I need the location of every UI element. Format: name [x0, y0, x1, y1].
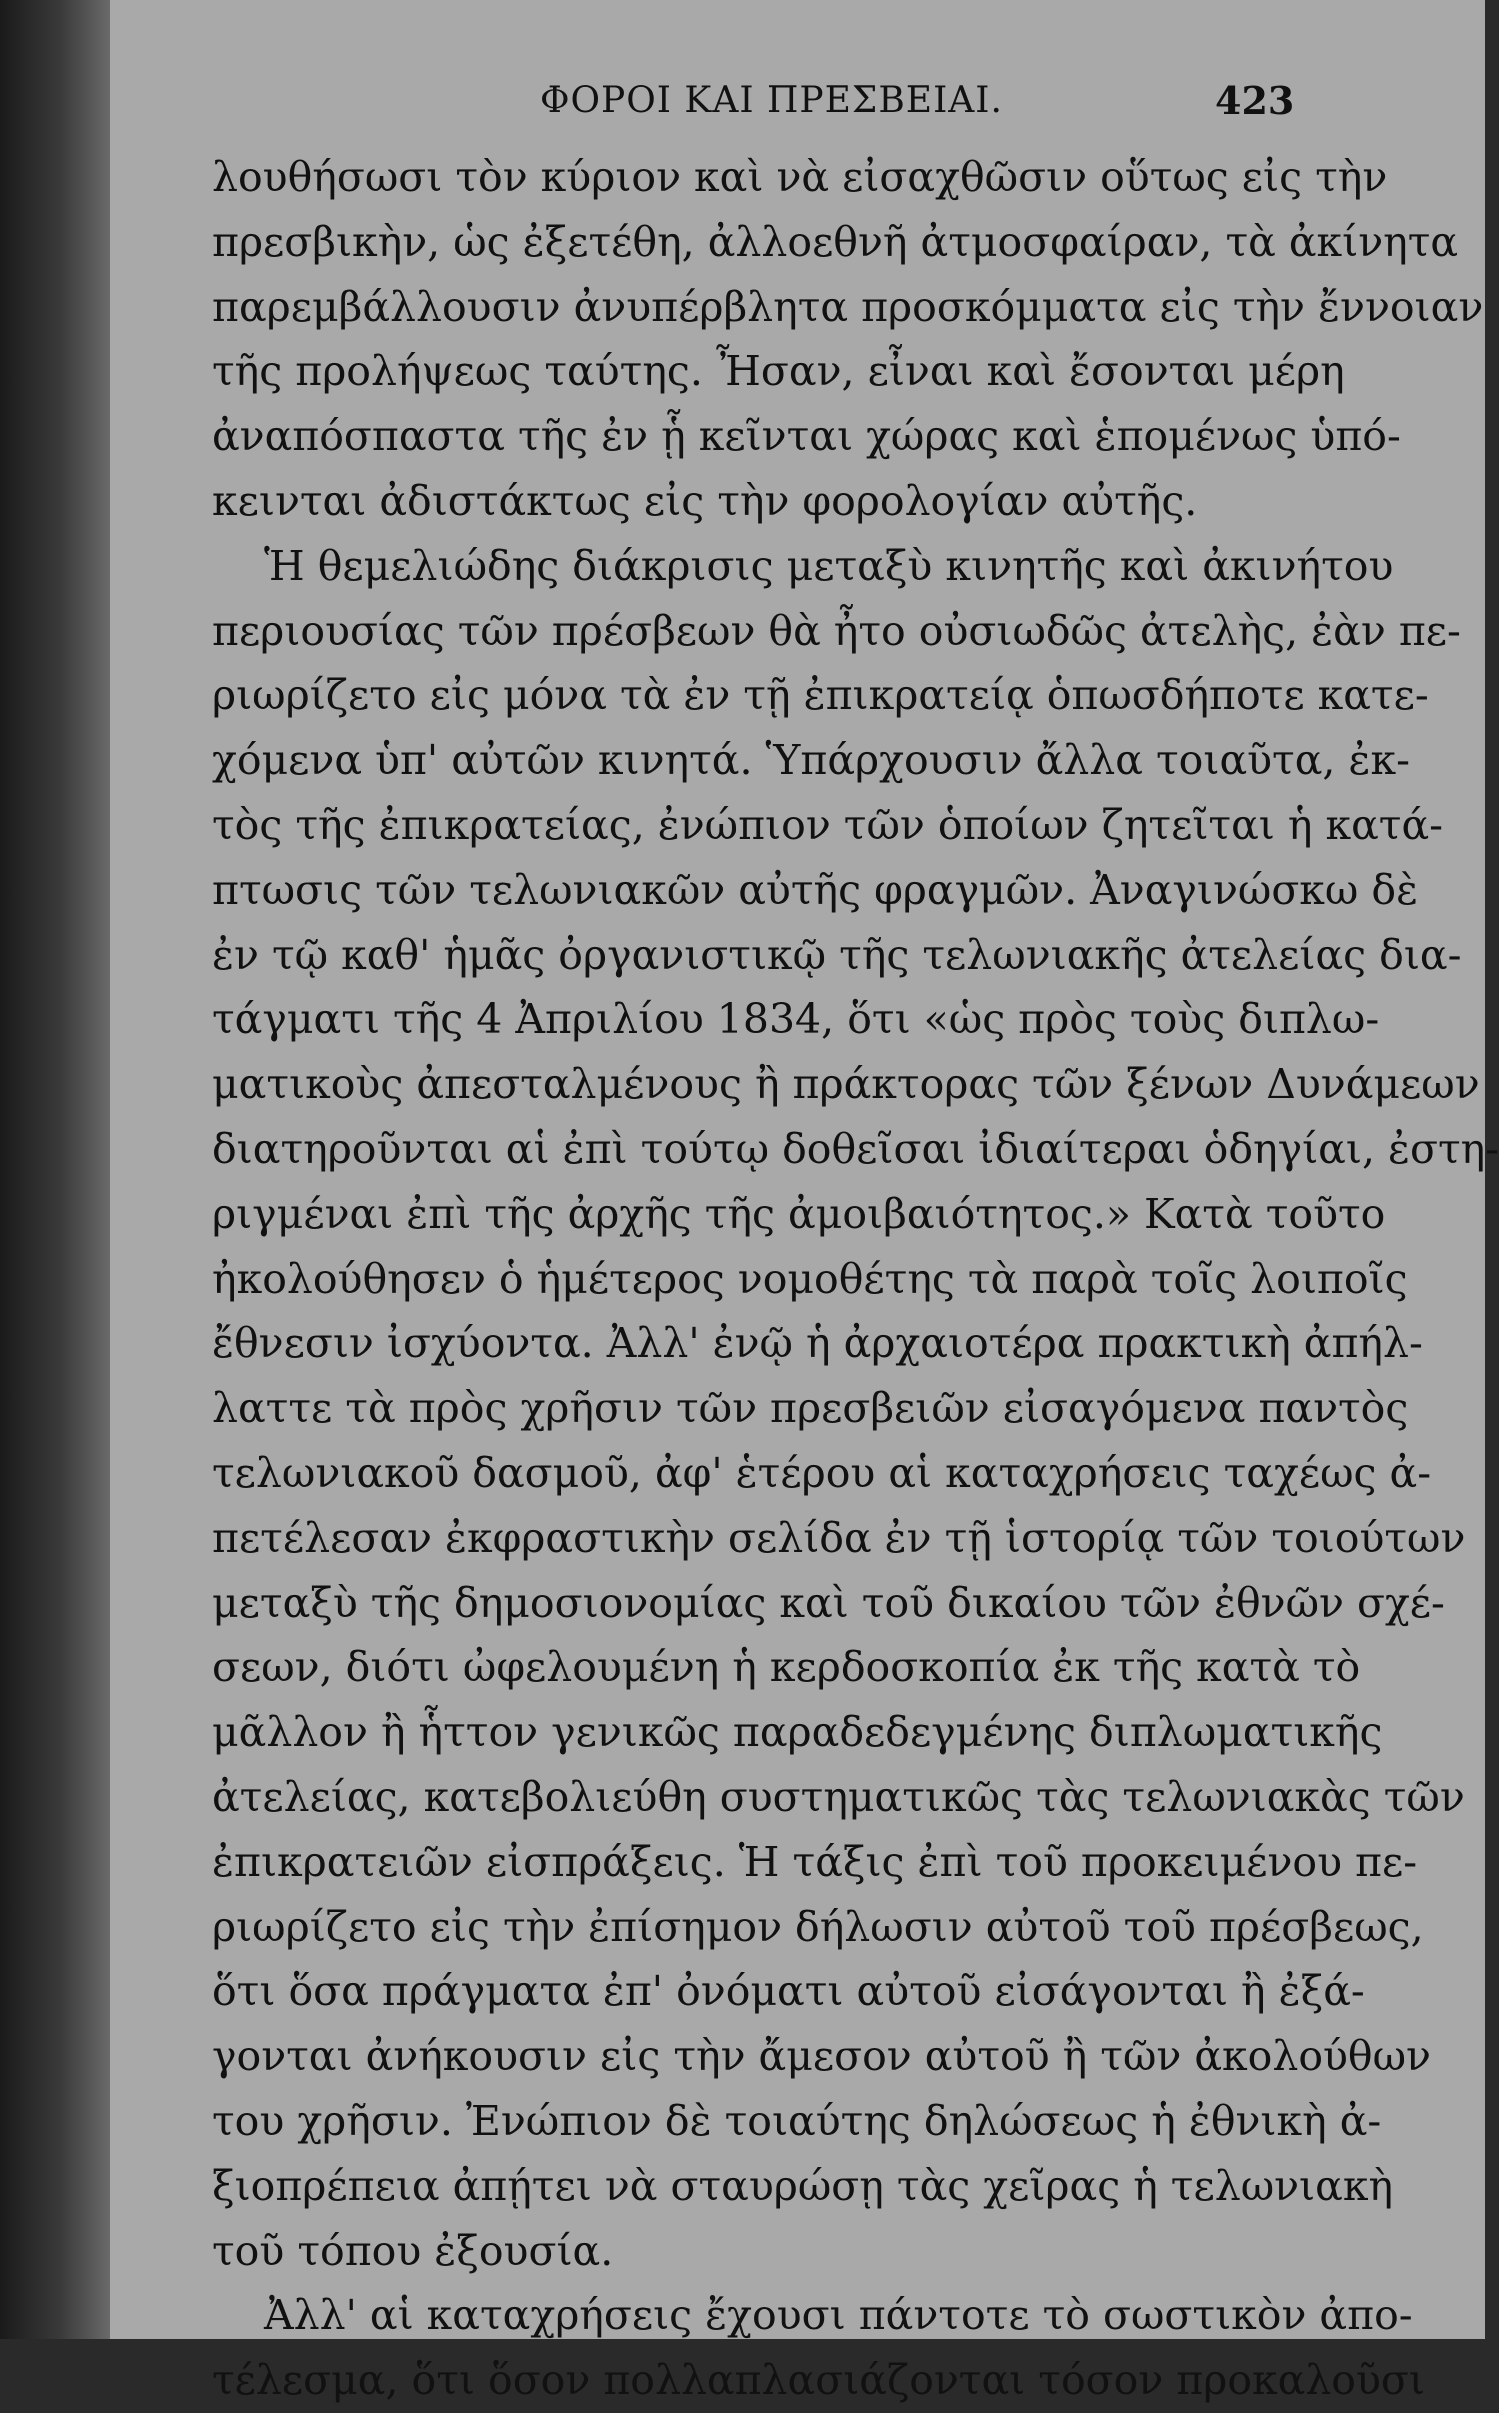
text-line: ματικοὺς ἀπεσταλμένους ἢ πράκτορας τῶν ξένων Δυνάμεων: [212, 1060, 1480, 1109]
paragraph-start-line: Ἡ θεμελιώδης διάκρισις μεταξὺ κινητῆς καὶ ἀκινήτου: [264, 541, 1394, 590]
text-line: γονται ἀνήκουσιν εἰς τὴν ἄμεσον αὐτοῦ ἢ τῶν ἀκολούθων: [212, 2032, 1431, 2081]
body-text: [212, 145, 1499, 2413]
page-number: 423: [1215, 78, 1295, 123]
text-line: τέλεσμα, ὅτι ὅσον πολλαπλασιάζονται τόσον προκαλοῦσι: [212, 2356, 1425, 2405]
text-line: περιουσίας τῶν πρέσβεων θὰ ἦτο οὐσιωδῶς ἀτελὴς, ἐὰν πε-: [212, 606, 1461, 655]
text-line: ἀναπόσπαστα τῆς ἐν ᾗ κεῖνται χώρας καὶ ἑπομένως ὑπό-: [212, 412, 1401, 461]
text-line: τοῦ τόπου ἐξουσία.: [212, 2226, 614, 2275]
page-header: [110, 70, 1485, 140]
text-line: ὅτι ὅσα πράγματα ἐπ' ὀνόματι αὐτοῦ εἰσάγονται ἢ ἐξά-: [212, 1967, 1365, 2016]
running-title: ΦΟΡΟΙ ΚΑΙ ΠΡΕΣΒΕΙΑΙ.: [540, 80, 1003, 121]
text-line: πτωσις τῶν τελωνιακῶν αὐτῆς φραγμῶν. Ἀναγινώσκω δὲ: [212, 865, 1419, 914]
text-line: ριωρίζετο εἰς τὴν ἐπίσημον δήλωσιν αὐτοῦ τοῦ πρέσβεως,: [212, 1902, 1424, 1951]
text-line: διατηροῦνται αἱ ἐπὶ τούτῳ δοθεῖσαι ἰδιαίτεραι ὁδηγίαι, ἐστη-: [212, 1124, 1499, 1173]
text-line: ἐπικρατειῶν εἰσπράξεις. Ἡ τάξις ἐπὶ τοῦ προκειμένου πε-: [212, 1837, 1418, 1886]
text-line: χόμενα ὑπ' αὐτῶν κινητά. Ὑπάρχουσιν ἄλλα τοιαῦτα, ἐκ-: [212, 736, 1410, 785]
text-line: ἔθνεσιν ἰσχύοντα. Ἀλλ' ἐνῷ ἡ ἀρχαιοτέρα πρακτικὴ ἀπήλ-: [212, 1319, 1423, 1368]
text-line: ἀτελείας, κατεβολιεύθη συστηματικῶς τὰς τελωνιακὰς τῶν: [212, 1772, 1465, 1821]
text-line: πρεσβικὴν, ὡς ἐξετέθη, ἀλλοεθνῆ ἀτμοσφαίραν, τὰ ἀκίνητα: [212, 217, 1459, 266]
text-line: μᾶλλον ἢ ἧττον γενικῶς παραδεδεγμένης διπλωματικῆς: [212, 1708, 1383, 1757]
text-line: παρεμβάλλουσιν ἀνυπέρβλητα προσκόμματα εἰς τὴν ἔννοιαν: [212, 282, 1484, 331]
text-line: μεταξὺ τῆς δημοσιονομίας καὶ τοῦ δικαίου τῶν ἐθνῶν σχέ-: [212, 1578, 1445, 1627]
text-line: του χρῆσιν. Ἐνώπιον δὲ τοιαύτης δηλώσεως ἡ ἐθνικὴ ἀ-: [212, 2096, 1382, 2145]
text-line: ριγμέναι ἐπὶ τῆς ἀρχῆς τῆς ἀμοιβαιότητος.» Κατὰ τοῦτο: [212, 1189, 1386, 1238]
text-line: ἠκολούθησεν ὁ ἡμέτερος νομοθέτης τὰ παρὰ τοῖς λοιποῖς: [212, 1254, 1408, 1303]
text-line: ἐν τῷ καθ' ἡμᾶς ὀργανιστικῷ τῆς τελωνιακῆς ἀτελείας δια-: [212, 930, 1462, 979]
book-page: [110, 0, 1499, 2405]
text-line: τελωνιακοῦ δασμοῦ, ἀφ' ἑτέρου αἱ καταχρήσεις ταχέως ἀ-: [212, 1448, 1432, 1497]
text-line: ξιοπρέπεια ἀπῄτει νὰ σταυρώσῃ τὰς χεῖρας ἡ τελωνιακὴ: [212, 2161, 1394, 2210]
text-line: πετέλεσαν ἐκφραστικὴν σελίδα ἐν τῇ ἱστορίᾳ τῶν τοιούτων: [212, 1513, 1466, 1562]
text-line: σεων, διότι ὠφελουμένη ἡ κερδοσκοπία ἐκ τῆς κατὰ τὸ: [212, 1643, 1361, 1692]
text-line: λαττε τὰ πρὸς χρῆσιν τῶν πρεσβειῶν εἰσαγόμενα παντὸς: [212, 1384, 1409, 1433]
text-line: τῆς προλήψεως ταύτης. Ἦσαν, εἶναι καὶ ἔσονται μέρη: [212, 347, 1345, 396]
text-line: ριωρίζετο εἰς μόνα τὰ ἐν τῇ ἐπικρατείᾳ ὁπωσδήποτε κατε-: [212, 671, 1429, 720]
book-binding: [0, 0, 110, 2339]
paragraph-start-line: Ἀλλ' αἱ καταχρήσεις ἔχουσι πάντοτε τὸ σωστικὸν ἀπο-: [264, 2291, 1413, 2340]
text-line: κεινται ἀδιστάκτως εἰς τὴν φορολογίαν αὐτῆς.: [212, 476, 1198, 525]
text-line: τάγματι τῆς 4 Ἀπριλίου 1834, ὅτι «ὡς πρὸς τοὺς διπλω-: [212, 995, 1380, 1044]
text-line: τὸς τῆς ἐπικρατείας, ἐνώπιον τῶν ὁποίων ζητεῖται ἡ κατά-: [212, 800, 1444, 849]
text-line: λουθήσωσι τὸν κύριον καὶ νὰ εἰσαχθῶσιν οὕτως εἰς τὴν: [212, 153, 1388, 201]
